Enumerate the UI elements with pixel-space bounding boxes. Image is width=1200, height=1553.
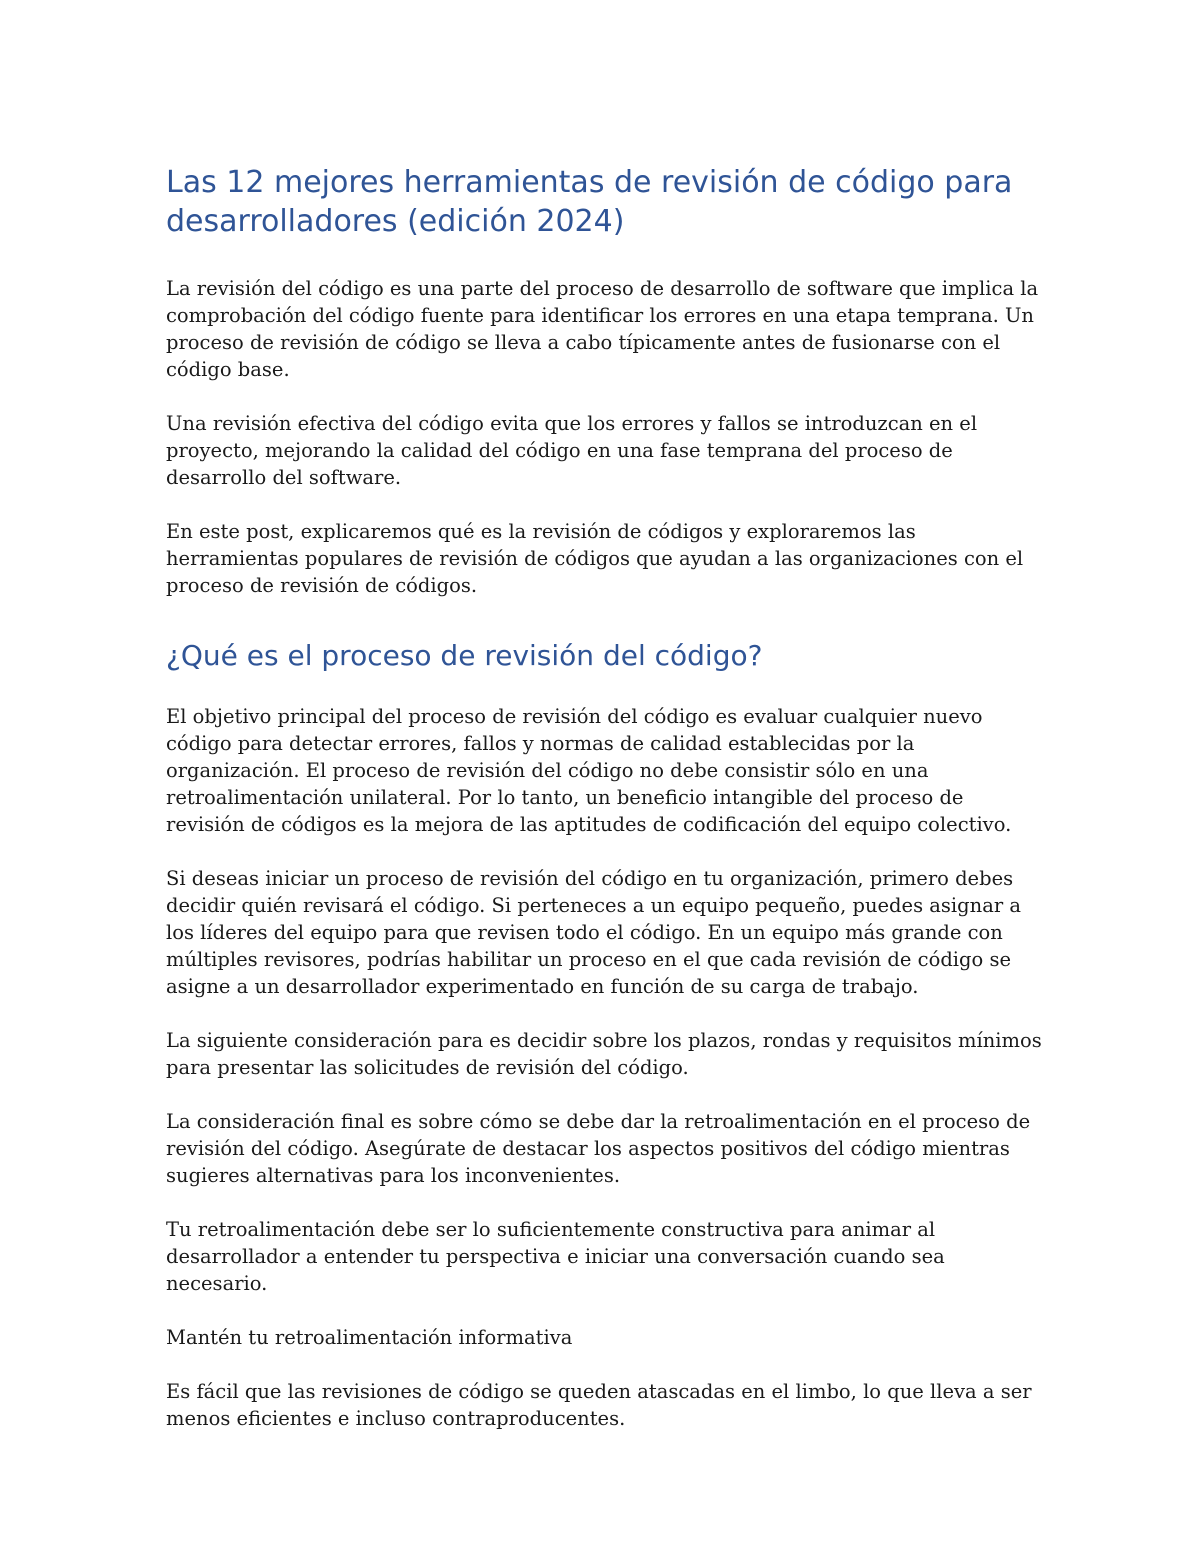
intro-paragraph: En este post, explicaremos qué es la revisión de códigos y exploraremos las herramientas populares de revisión de códigos que ayudan a las organizaciones con el proceso de revisión de códigos. <box>166 520 1024 597</box>
section-heading: ¿Qué es el proceso de revisión del código? <box>166 639 763 672</box>
document-page <box>166 163 1046 1459</box>
section-paragraph: El objetivo principal del proceso de revisión del código es evaluar cualquier nuevo código para detectar errores, fallos y normas de calidad establecidas por la organización. El proceso de revisión del código no debe consistir sólo en una retroalimentación unilateral. Por lo tanto, un beneficio intangible del proceso de revisión de códigos es la mejora de las aptitudes de codificación del equipo colectivo. <box>166 705 1012 836</box>
section-paragraph: Si deseas iniciar un proceso de revisión del código en tu organización, primero debes decidir quién revisará el código. Si perteneces a un equipo pequeño, puedes asignar a los líderes del equipo para que revisen todo el código. En un equipo más grande con múltiples revisores, podrías habilitar un proceso en el que cada revisión de código se asigne a un desarrollador experimentado en función de su carga de trabajo. <box>166 867 1021 998</box>
section-paragraph: Tu retroalimentación debe ser lo suficientemente constructiva para animar al desarrollador a entender tu perspectiva e iniciar una conversación cuando sea necesario. <box>166 1218 945 1295</box>
section-paragraph: Mantén tu retroalimentación informativa <box>166 1326 573 1349</box>
intro-paragraph: Una revisión efectiva del código evita que los errores y fallos se introduzcan en el proyecto, mejorando la calidad del código en una fase temprana del proceso de desarrollo del software. <box>166 412 978 489</box>
intro-paragraph: La revisión del código es una parte del proceso de desarrollo de software que implica la comprobación del código fuente para identificar los errores en una etapa temprana. Un proceso de revisión de código se lleva a cabo típicamente antes de fusionarse con el código base. <box>166 277 1039 381</box>
document-title: Las 12 mejores herramientas de revisión de código para desarrolladores (edición 2024) <box>166 165 1013 239</box>
section-paragraph: La siguiente consideración para es decidir sobre los plazos, rondas y requisitos mínimos para presentar las solicitudes de revisión del código. <box>166 1029 1042 1079</box>
section-paragraph: Es fácil que las revisiones de código se queden atascadas en el limbo, lo que lleva a ser menos eficientes e incluso contraproducentes. <box>166 1380 1032 1430</box>
section-paragraph: La consideración final es sobre cómo se debe dar la retroalimentación en el proceso de revisión del código. Asegúrate de destacar los aspectos positivos del código mientras sugieres alternativas para los inconvenientes. <box>166 1110 1031 1187</box>
